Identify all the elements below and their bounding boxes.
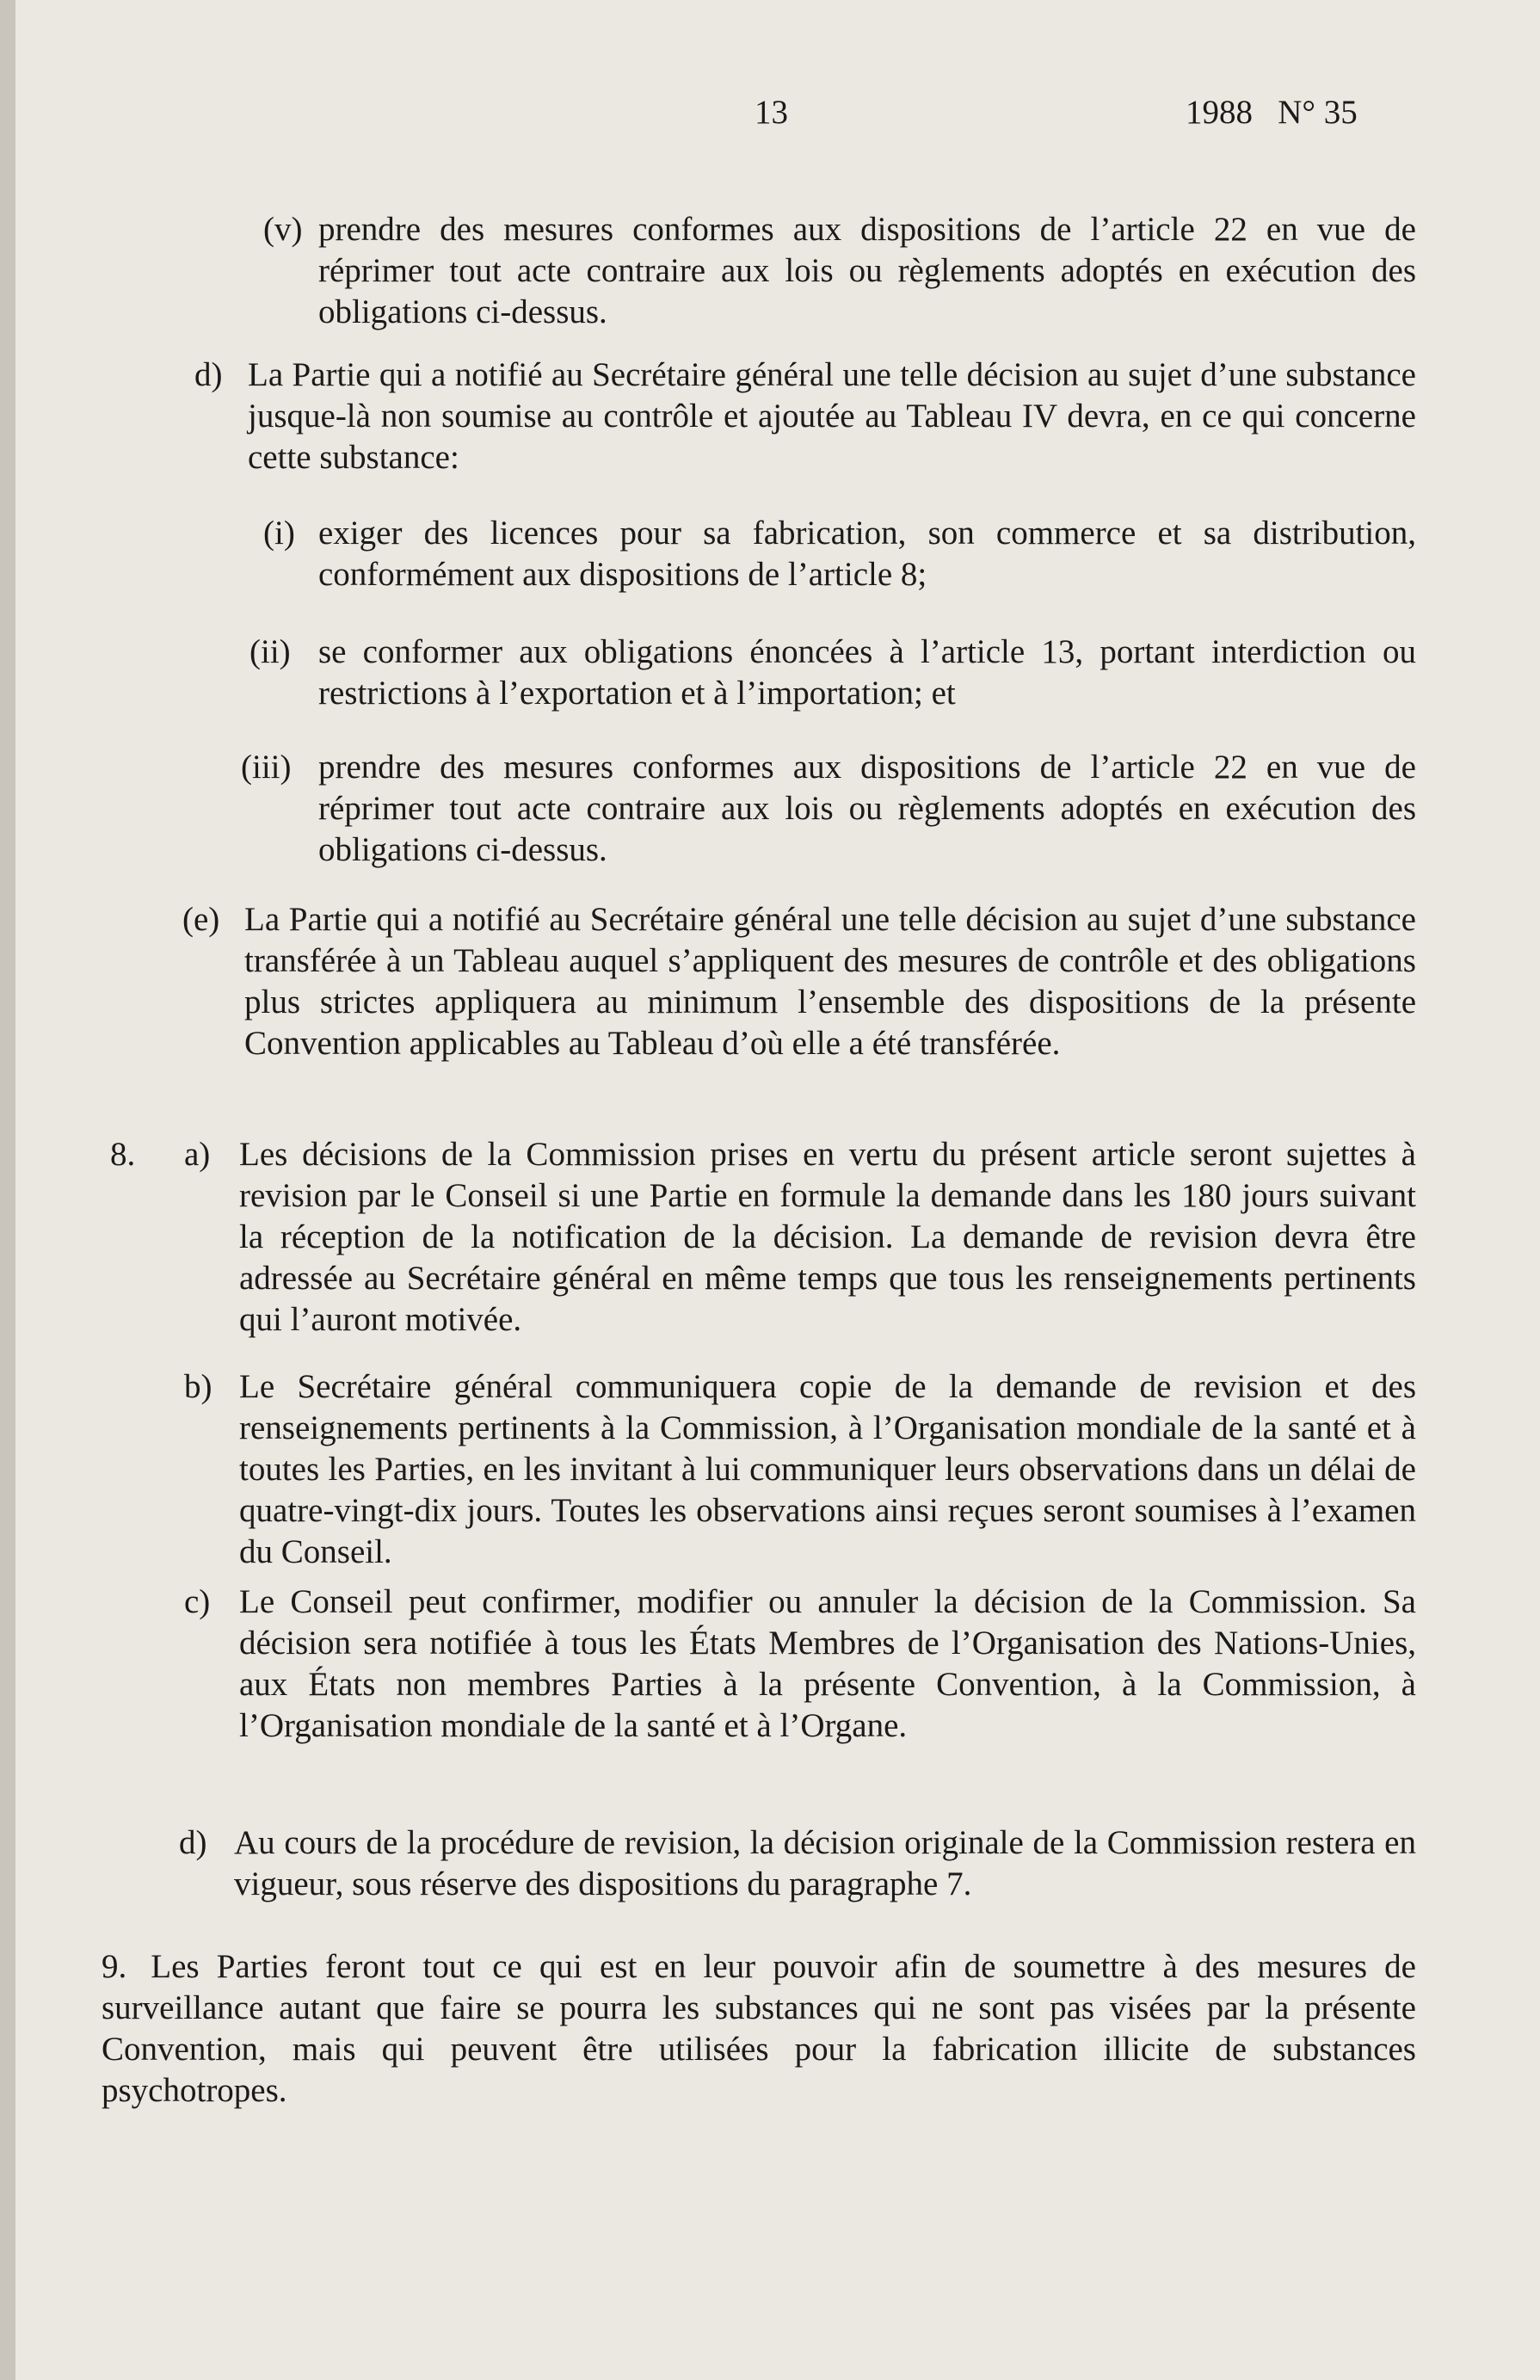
page-gutter-shadow [0, 0, 15, 2380]
gazette-year-number: 1988 N° 35 [1186, 94, 1358, 131]
item-e-label: (e) [182, 901, 220, 938]
item-e-text: La Partie qui a notifié au Secrétaire général une telle décision au sujet d’une substance transférée à un Tableau auquel s’appliquent des mesures de contrôle et des obligations plus strictes appliquera au minimum l’ensemble des dispositions de la présente Convention applicables au Tableau d’où elle a été transférée. [244, 901, 1416, 1062]
item-v-label: (v) [263, 211, 303, 248]
item-d-ii-label: (ii) [249, 633, 291, 670]
page-number: 13 [755, 94, 788, 131]
paragraph-9-number: 9. [102, 1948, 127, 1985]
item-d-label: d) [194, 356, 223, 393]
paragraph-8-number: 8. [110, 1136, 136, 1173]
paragraph-8d-text: Au cours de la procédure de revision, la décision originale de la Commission restera en vigueur, sous réserve des dispositions du paragraphe 7. [234, 1824, 1416, 1902]
page-header [0, 93, 1540, 145]
item-d-i-label: (i) [263, 515, 295, 552]
item-d-iii-label: (iii) [241, 749, 292, 786]
paragraph-8a-label: a) [184, 1136, 211, 1173]
paragraph-8c-text: Le Conseil peut confirmer, modifier ou annuler la décision de la Commission. Sa décision sera notifiée à tous les États Membres de l’Organisation des Nations-Unies, aux États non membres Parties à la présente Convention, à la Commission, à l’Organisation mondiale de la santé et à l’Organe. [239, 1583, 1416, 1744]
item-d-ii-text: se conformer aux obligations énoncées à l’article 13, portant interdiction ou restrictions à l’exportation et à l’importation; et [318, 633, 1416, 712]
paragraph-8b-label: b) [184, 1368, 213, 1405]
paragraph-9 [102, 1946, 1416, 2112]
paragraph-8a-text: Les décisions de la Commission prises en vertu du présent article seront sujettes à revision par le Conseil si une Partie en formule la demande dans les 180 jours suivant la réception de la notification de la décision. La demande de revision devra être adressée au Secrétaire général en même temps que tous les renseignements pertinents qui l’auront motivée. [239, 1136, 1416, 1338]
item-d-text: La Partie qui a notifié au Secrétaire général une telle décision au sujet d’une substance jusque-là non soumise au contrôle et ajoutée au Tableau IV devra, en ce qui concerne cette substance: [248, 356, 1416, 476]
item-d-i-text: exiger des licences pour sa fabrication, son commerce et sa distribution, conformément aux dispositions de l’article 8; [318, 515, 1416, 593]
paragraph-8b-text: Le Secrétaire général communiquera copie de la demande de revision et des renseignements pertinents à la Commission, à l’Organisation mondiale de la santé et à toutes les Parties, en les invitant à lui communiquer leurs observations dans un délai de quatre-vingt-dix jours. Toutes les observations ainsi reçues seront soumises à l’examen du Conseil. [239, 1368, 1416, 1570]
paragraph-8d-label: d) [179, 1824, 207, 1861]
paragraph-9-text: Les Parties feront tout ce qui est en leur pouvoir afin de soumettre à des mesures de surveillance autant que faire se pourra les substances qui ne sont pas visées par la présente Convention, mais qui peuvent être utilisées pour la fabrication illicite de substances psychotropes. [102, 1948, 1416, 2109]
item-v-text: prendre des mesures conformes aux dispositions de l’article 22 en vue de réprimer tout acte contraire aux lois ou règlements adoptés en exécution des obligations ci-dessus. [318, 211, 1416, 330]
item-d-iii-text: prendre des mesures conformes aux dispositions de l’article 22 en vue de réprimer tout acte contraire aux lois ou règlements adoptés en exécution des obligations ci-dessus. [318, 749, 1416, 868]
paragraph-8c-label: c) [184, 1583, 211, 1620]
